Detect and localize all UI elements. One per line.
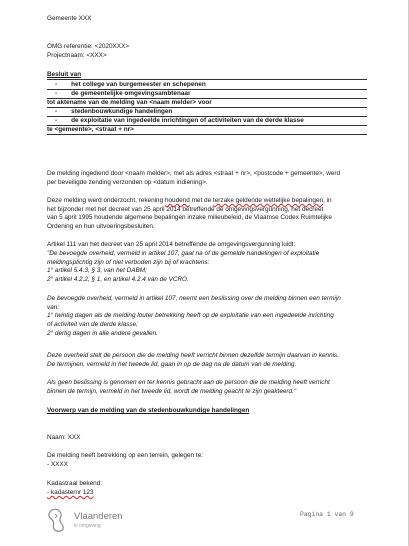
decision-line-5: te <gemeente>, <straat + nr> bbox=[47, 126, 134, 133]
omg-reference: OMG referentie: <2020XXX> bbox=[47, 43, 130, 50]
project-name: Projectnaam: <XXX> bbox=[47, 52, 107, 59]
detail-cadastre: Kadastraal bekend: bbox=[47, 480, 103, 487]
quote-block-1: "De bevoegde overheid, vermeld in artikel 107, gaat na of de gemelde handelingen of exploitatie meldingsplichtig zijn of niet verboden zijn bij of krachtens: 1° artikel 5.4.3, § 3, van het DABM; 2° artikel 4.2.2, § 1, en artikel 4.2.4 van de VCRO. bbox=[47, 250, 320, 284]
logo-tagline: is omgeving bbox=[74, 523, 101, 529]
decision-rule bbox=[47, 134, 367, 135]
detail-cadastre-value: - kadasternr 123 bbox=[47, 489, 94, 496]
page-number: Pagina 1 van 9 bbox=[300, 511, 354, 518]
detail-terrain-value: - XXXX bbox=[47, 461, 68, 468]
decision-line-3: tot aktename van de melding van <naam melder> voor bbox=[47, 99, 212, 106]
lion-icon bbox=[44, 506, 70, 534]
paragraph-examination: Deze melding werd onderzocht, rekening houdend met de terzake geldende wettelijke bepalingen, in het bijzonder met het decreet van 25 april 2014 betreffende de omgevingsvergunning, het decreet van 5 april 1995 houdende algemene bepalingen inzake milieubeleid, de Vlaamse Codex Ruimtelijke Ordening en hun uitvoeringsbesluiten. bbox=[47, 197, 332, 231]
paragraph-submission: De melding ingediend door <naam melder>, met als adres <straat + nr>, <postcode + gemeente>, werd per beveiligde zending verzonden op <datum indiening>. bbox=[47, 170, 341, 186]
paragraph-article-111: Artikel 111 van het decreet van 25 april 2014 betreffende de omgevingsvergunning luidt: bbox=[47, 241, 296, 248]
quote-block-4: Als geen beslissing is genomen en ter kennis gebracht aan de persoon die de melding heeft verricht binnen de termijn, vermeld in het tweede lid, wordt de melding geacht te zijn geakteerd." bbox=[47, 379, 330, 395]
decision-item-3: - stedenbouwkundige handelingen bbox=[55, 108, 173, 115]
decision-item-2: - de gemeentelijke omgevingsambtenaar bbox=[55, 90, 191, 97]
logo-name: Vlaanderen bbox=[74, 511, 123, 522]
decision-item-4: - de exploitatie van ingedeelde inrichtingen of activiteiten van de derde klasse bbox=[55, 117, 304, 124]
vlaanderen-logo bbox=[44, 506, 154, 534]
decision-item-1: - het college van burgemeester en schepenen bbox=[55, 81, 206, 88]
municipality-header: Gemeente XXX bbox=[47, 15, 92, 22]
detail-terrain: De melding heeft betrekking op een terrein, gelegen te: bbox=[47, 452, 203, 459]
quote-block-3: Deze overheid stelt de persoon die de melding heeft verricht binnen dezelfde termijn daarvan in kennis. De termijnen, vermeld in het tweede lid, gaan in op de dag na de datum van de melding. bbox=[47, 352, 340, 368]
section-title: Voorwerp van de melding van de stedenbouwkundige handelingen bbox=[47, 407, 250, 414]
decision-title: Besluit van bbox=[47, 71, 82, 78]
detail-name: Naam: XXX bbox=[47, 434, 81, 441]
quote-block-2: De bevoegde overheid, vermeld in artikel 107, neemt een beslissing over de melding binnen een termijn van: 1° twintig dagen als de melding louter betrekking heeft op de exploitatie van een ingedeelde inrichting of activiteit van de derde klasse; 2° dertig dagen in alle andere gevallen. bbox=[47, 295, 341, 337]
